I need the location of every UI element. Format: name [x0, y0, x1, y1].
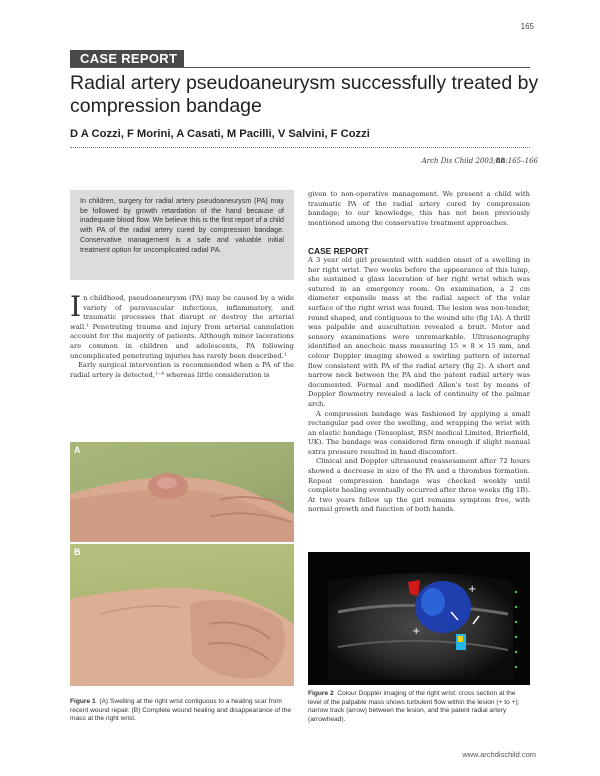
- abstract-box: In children, surgery for radial artery pseudoaneurysm (PA) may be followed by growth retardation of the hand because of inadequate blood flow. We believe this is the first report of a child with PA of the radial artery cured by compression bandage. Conservative management is a safe and valuable initial treatment option for uncomplicated radial PA.: [70, 190, 294, 280]
- intro-column: [70, 290, 294, 380]
- case-paragraph-1: A 3 year old girl presented with sudden onset of a swelling in her right wrist. Two weeks before the appearance of this lump, she sustained a glass laceration of her right wrist which was sutured in an emergency room. On examination, a 2 cm diameter expansile mass at the radial aspect of the volar surface of the right wrist was found. The lesion was non-tender, round shaped, and contiguous to the wound site (fig 1A). A thrill was palpable and auscultation revealed a bruit. Motor and sensory examinations were unremarkable. Ultrasonography identified an anechoic mass measuring 15 × 8 × 15 mm, and colour Doppler imaging showed a swirling pattern of internal flow consistent with PA of the radial artery (fig 2). A short and narrow neck between the PA and the patent radial artery was documented. Formal and modified Allen's test by means of Doppler flowmetry revealed a lack of continuity of the palmar arch.: [308, 256, 530, 408]
- figure1-caption: [70, 698, 294, 724]
- figure2-caption-label: Figure 2: [308, 690, 334, 697]
- header-rule: [70, 67, 530, 68]
- section-label: CASE REPORT: [70, 50, 184, 67]
- intro-paragraph-3: given to non-operative management. We present a child with traumatic PA of the radial artery cured by compression bandage; to our knowledge, this has not been previously mentioned among the conservative treatment approaches.: [308, 190, 530, 227]
- citation-pages: :165–166: [505, 157, 538, 165]
- case-paragraph-3: Clinical and Doppler ultrasound reassessment after 72 hours showed a decrease in size of the PA and a thrombus formation. Repeat compression bandage was checked weekly until complete healing eventually occurred after three weeks (fig 1B). At two years follow up the girl remains symptom free, with normal growth and function of both hands.: [308, 457, 530, 514]
- citation-year: 2003;: [475, 157, 496, 165]
- healed-wrist-photo: [70, 544, 294, 686]
- page-number: 165: [520, 22, 534, 31]
- figure2-caption-text: Colour Doppler imaging of the right wrist: cross section at the level of the palpable mass shows turbulent flow within the lesion (+ to +); narrow track (arrow) between the lesion, and the patent radial artery (arrowhead).: [308, 690, 520, 723]
- wrist-swelling-photo: [70, 442, 294, 542]
- intro-paragraph-1: [70, 290, 294, 361]
- figure2-doppler-image: [308, 552, 530, 685]
- figure1-photo-b: [70, 544, 294, 686]
- doppler-ultrasound-scan: [308, 552, 530, 685]
- dotted-divider: [70, 147, 530, 148]
- citation-volume: 88: [495, 156, 506, 165]
- figure1-caption-text: (A) Swelling at the right wrist contiguous to a healing scar from recent wound repair. (B) Complete wound healing and disappearance of the mass at the right wrist.: [70, 698, 292, 723]
- drop-cap: I: [70, 290, 82, 323]
- case-report-column: [308, 256, 530, 515]
- figure2-caption: [308, 690, 530, 724]
- journal-citation: [422, 156, 538, 165]
- intro-paragraph-2: Early surgical intervention is recommended when a PA of the radial artery is detected,¹⁻⁴ whereas little consideration is: [70, 361, 294, 379]
- intro-continuation: [308, 190, 530, 228]
- figure1-caption-label: Figure 1: [70, 698, 96, 705]
- svg-text:+: +: [412, 626, 421, 637]
- article-title: Radial artery pseudoaneurysm successfully treated by compression bandage: [70, 72, 539, 117]
- figure1-panel-a-label: A: [74, 445, 81, 455]
- citation-journal: Arch Dis Child: [421, 157, 474, 165]
- figure1-photo-a: [70, 442, 294, 542]
- author-list: D A Cozzi, F Morini, A Casati, M Pacilli, V Salvini, F Cozzi: [70, 128, 370, 140]
- case-paragraph-2: A compression bandage was fashioned by applying a small rectangular pad over the swelling, and wrapping the wrist with an elastic bandage (Tensoplast, BSN medical Limited, Brierfield, UK). The bandage was considered firm enough if slight manual extra pressure resulted in hand discomfort.: [308, 409, 530, 456]
- footer-url: www.archdischild.com: [462, 750, 536, 759]
- figure1-panel-b-label: B: [74, 547, 81, 557]
- svg-text:+: +: [468, 584, 477, 595]
- intro-text-1: n childhood, pseudoaneurysm (PA) may be caused by a wide variety of paravascular infectious, inflammatory, and traumatic processes that disrupt or destroy the arterial wall.¹ Penetrating trauma and injury from arterial cannulation account for the majority of patients. Although minor lacerations are common in children and adolescents, PA following uncomplicated penetrating injuries has rarely been described.¹: [70, 294, 294, 360]
- case-report-heading: CASE REPORT: [308, 246, 369, 256]
